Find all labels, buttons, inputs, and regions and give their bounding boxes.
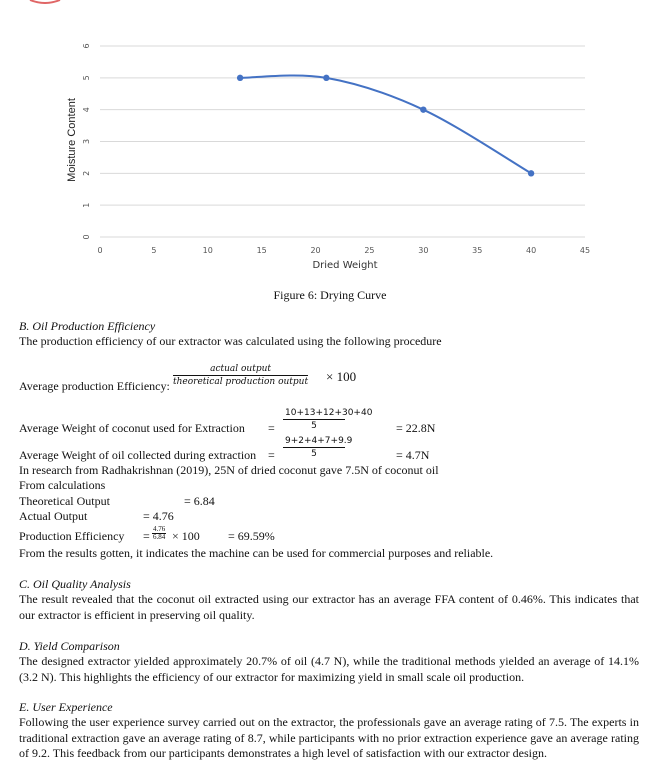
- theoretical-output-value: = 6.84: [184, 494, 215, 508]
- x-axis-label: Dried Weight: [312, 260, 378, 271]
- efficiency-fraction: [152, 526, 166, 541]
- y-tick-label-6: 6: [82, 43, 91, 49]
- x-tick-label-5: 25: [364, 246, 375, 255]
- production-efficiency-label: Production Efficiency: [19, 529, 125, 543]
- oil-fraction: [283, 436, 353, 459]
- x-tick-label-7: 35: [472, 246, 483, 255]
- section-e-body: Following the user experience survey carried out on the extractor, the professionals gave an average rating of 7.5. The experts in traditional extraction gave an average rating of 8.7, while participants with no prior extraction experience gave an average rating of 9.2. This feedback from our participants demonstrates a high level of satisfaction with our extractor design.: [19, 715, 639, 760]
- oil-denominator: 5: [311, 449, 317, 459]
- from-calculations: From calculations: [19, 478, 106, 492]
- oil-numerator: 9+2+4+7+9.9: [285, 436, 353, 446]
- oil-equals: =: [268, 448, 275, 462]
- series-line: [240, 75, 531, 173]
- formula-multiplier: × 100: [326, 369, 357, 384]
- section-b-intro: The production efficiency of our extractor was calculated using the following procedure: [19, 334, 442, 348]
- x-tick-label-2: 10: [202, 246, 213, 255]
- data-point-2: [420, 106, 426, 112]
- figure-caption: Figure 6: Drying Curve: [273, 288, 387, 302]
- data-point-1: [323, 75, 329, 81]
- x-tick-label-9: 45: [579, 246, 591, 255]
- actual-output-value: = 4.76: [143, 509, 174, 523]
- y-tick-labels: [82, 43, 91, 239]
- y-tick-label-4: 4: [82, 107, 91, 113]
- y-axis-label: Moisture Content: [66, 98, 78, 182]
- coconut-result: = 22.8N: [396, 421, 436, 435]
- section-c-heading: C. Oil Quality Analysis: [19, 577, 131, 591]
- efficiency-formula-fraction: [173, 364, 308, 387]
- oil-weight-label: Average Weight of oil collected during extraction: [19, 448, 257, 462]
- section-d-heading: D. Yield Comparison: [19, 639, 120, 653]
- section-b-conclusion: From the results gotten, it indicates the machine can be used for commercial purposes and reliable.: [19, 546, 494, 560]
- y-tick-label-3: 3: [82, 138, 91, 145]
- y-tick-label-5: 5: [82, 75, 91, 81]
- x-tick-label-6: 30: [418, 246, 429, 255]
- x-tick-label-3: 15: [256, 246, 267, 255]
- chart-gridlines: [100, 46, 585, 237]
- section-b-heading: B. Oil Production Efficiency: [19, 319, 156, 333]
- x-tick-label-8: 40: [526, 246, 537, 255]
- production-efficiency-result: = 69.59%: [228, 529, 275, 543]
- formula-denominator: theoretical production output: [173, 377, 309, 387]
- actual-output-label: Actual Output: [19, 509, 88, 523]
- coconut-fraction: [283, 408, 373, 431]
- research-note: In research from Radhakrishnan (2019), 25N of dried coconut gave 7.5N of coconut oil: [19, 463, 439, 477]
- x-tick-label-1: 5: [151, 246, 157, 255]
- coconut-denominator: 5: [311, 421, 317, 431]
- x-tick-labels: [97, 246, 590, 255]
- theoretical-output-label: Theoretical Output: [19, 494, 110, 508]
- data-point-0: [237, 75, 243, 81]
- efficiency-numerator: 4.76: [153, 525, 166, 533]
- drying-curve-chart: [55, 0, 615, 280]
- section-d-body: The designed extractor yielded approximately 20.7% of oil (4.7 N), while the traditional methods yielded an average of 14.1% (3.2 N). This highlights the efficiency of our extractor for maximizing yield in small scale oil production.: [19, 654, 639, 684]
- y-tick-label-2: 2: [82, 170, 91, 176]
- formula-label: Average production Efficiency:: [19, 379, 170, 393]
- section-c-body: The result revealed that the coconut oil extracted using our extractor has an average FFA content of 0.46%. This indicates that our extractor is efficient in preserving oil quality.: [19, 592, 639, 622]
- y-tick-label-1: 1: [82, 202, 91, 208]
- section-e-heading: E. User Experience: [19, 700, 113, 714]
- data-point-3: [528, 170, 534, 176]
- production-efficiency-equals: =: [143, 529, 150, 543]
- x-tick-label-4: 20: [310, 246, 321, 255]
- y-tick-label-0: 0: [82, 234, 91, 240]
- data-points: [237, 75, 534, 177]
- coconut-equals: =: [268, 421, 275, 435]
- oil-result: = 4.7N: [396, 448, 430, 462]
- coconut-numerator: 10+13+12+30+40: [285, 408, 373, 418]
- efficiency-denominator: 6.84: [153, 533, 166, 541]
- x-tick-label-0: 0: [97, 246, 103, 255]
- coconut-weight-label: Average Weight of coconut used for Extraction: [19, 421, 245, 435]
- efficiency-multiplier: × 100: [172, 529, 200, 543]
- formula-numerator: actual output: [173, 364, 308, 376]
